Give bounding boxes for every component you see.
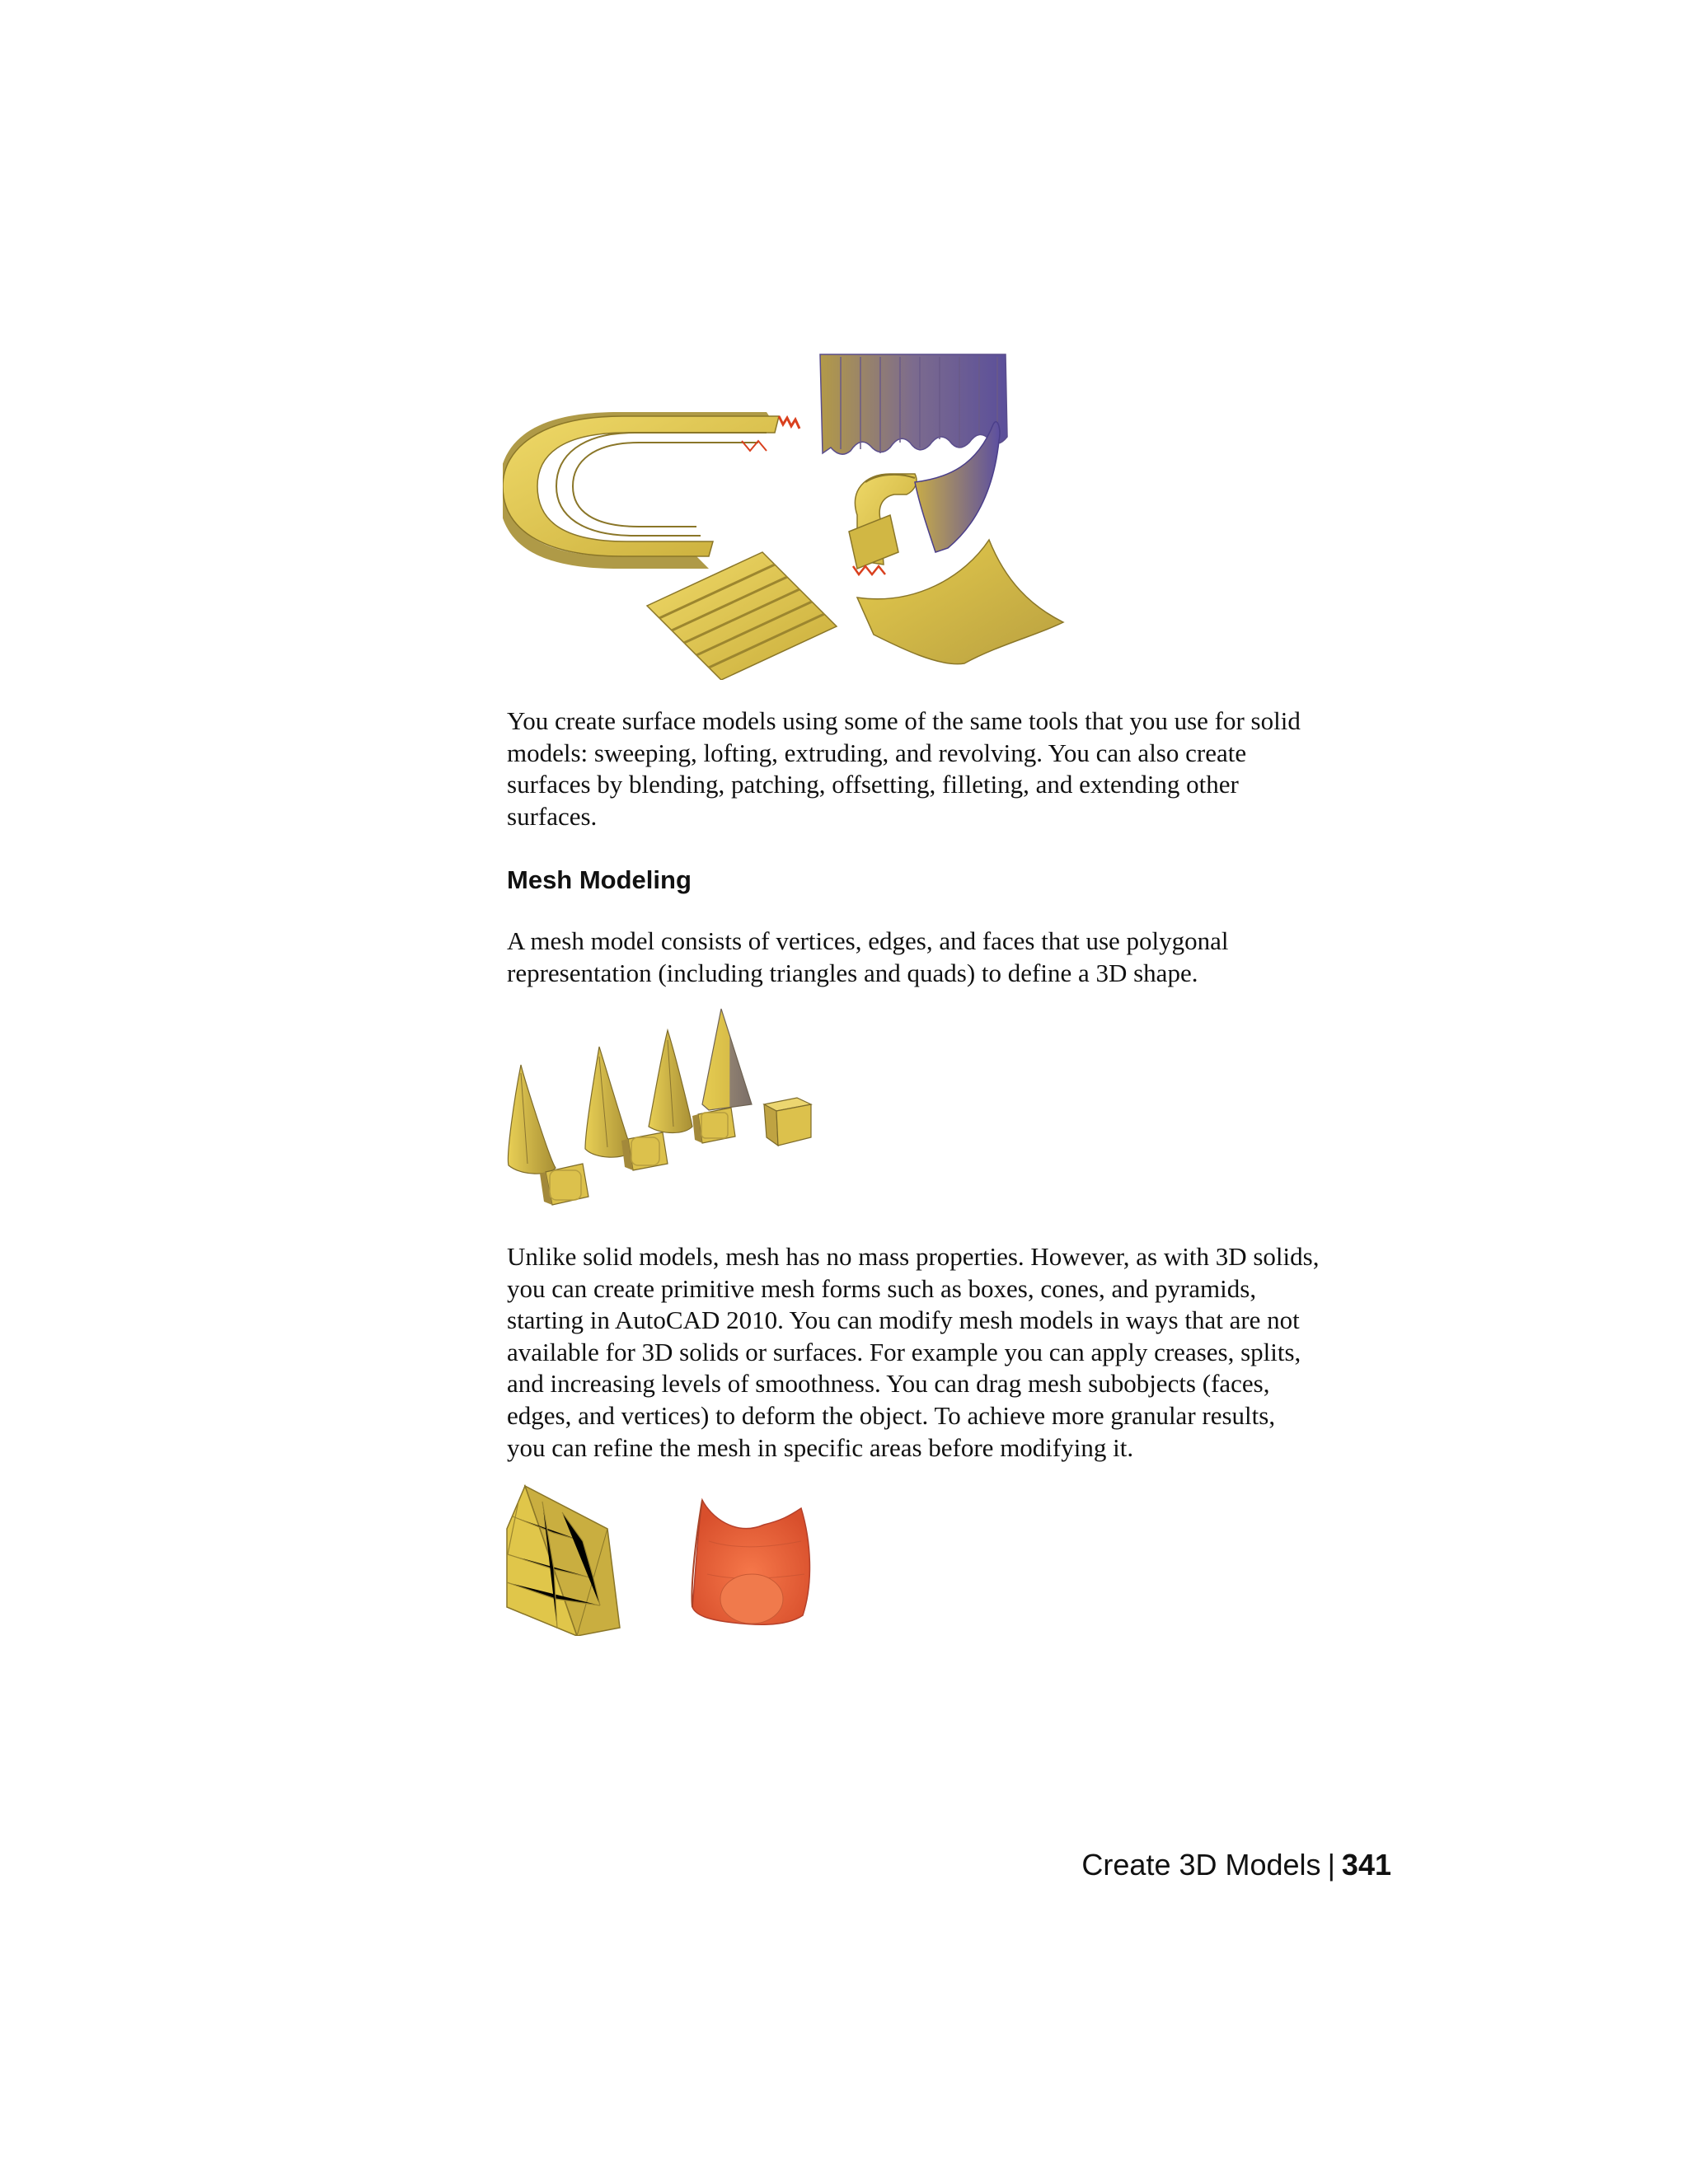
mesh-pyramid <box>702 1009 752 1110</box>
mesh-intro-line: representation (including triangles and quads) to define a 3D shape. <box>507 958 1198 987</box>
mesh-primitives-figure <box>504 1007 818 1221</box>
surface-models-illustration <box>503 350 1104 680</box>
swept-u-surface <box>503 412 799 569</box>
mesh-intro-line: A mesh model consists of vertices, edges, and faces that use polygonal <box>507 926 1229 955</box>
surface-models-paragraph <box>507 705 1397 832</box>
mesh-cone <box>508 1065 556 1174</box>
surface-models-figure <box>503 350 1104 680</box>
mesh-primitives-illustration <box>504 1007 818 1221</box>
page-number: 341 <box>1341 1848 1391 1882</box>
surface-paragraph-line: models: sweeping, lofting, extruding, and revolving. You can also create <box>507 738 1247 767</box>
surface-paragraph-line: surfaces by blending, patching, offsetting, filleting, and extending other <box>507 770 1239 799</box>
mesh-box <box>764 1098 811 1146</box>
mesh-box <box>621 1132 668 1170</box>
mesh-detail-line: Unlike solid models, mesh has no mass properties. However, as with 3D solids, <box>507 1242 1320 1271</box>
surface-paragraph-line: surfaces. <box>507 801 598 831</box>
revolved-surface <box>849 474 917 574</box>
patch-surface <box>857 540 1063 664</box>
mesh-modeling-heading: Mesh Modeling <box>507 865 692 894</box>
surface-paragraph-line: You create surface models using some of the same tools that you use for solid <box>507 706 1301 735</box>
footer-separator: | <box>1327 1848 1335 1882</box>
mesh-detail-line: you can refine the mesh in specific areas before modifying it. <box>507 1432 1134 1462</box>
mesh-detail-line: and increasing levels of smoothness. You can drag mesh subobjects (faces, <box>507 1369 1270 1399</box>
section-title: Create 3D Models <box>1081 1848 1321 1882</box>
mesh-deformation-illustration <box>504 1483 818 1636</box>
mesh-detail-line: available for 3D solids or surfaces. For example you can apply creases, splits, <box>507 1337 1301 1366</box>
mesh-detail-paragraph <box>507 1241 1397 1464</box>
deformed-mesh <box>692 1500 810 1624</box>
corrugated-surface <box>647 552 837 680</box>
wedge-mesh <box>507 1486 620 1636</box>
mesh-detail-line: edges, and vertices) to deform the object. To achieve more granular results, <box>507 1400 1276 1430</box>
mesh-cone <box>649 1030 692 1133</box>
mesh-intro-paragraph <box>507 926 1397 989</box>
mesh-deformation-figure <box>504 1483 818 1636</box>
mesh-detail-line: starting in AutoCAD 2010. You can modify mesh models in ways that are not <box>507 1305 1300 1335</box>
mesh-detail-line: you can create primitive mesh forms such as boxes, cones, and pyramids, <box>507 1273 1257 1303</box>
mesh-box <box>692 1108 735 1143</box>
lofted-curtain-surface <box>820 354 1007 454</box>
page-footer <box>1081 1846 1391 1884</box>
